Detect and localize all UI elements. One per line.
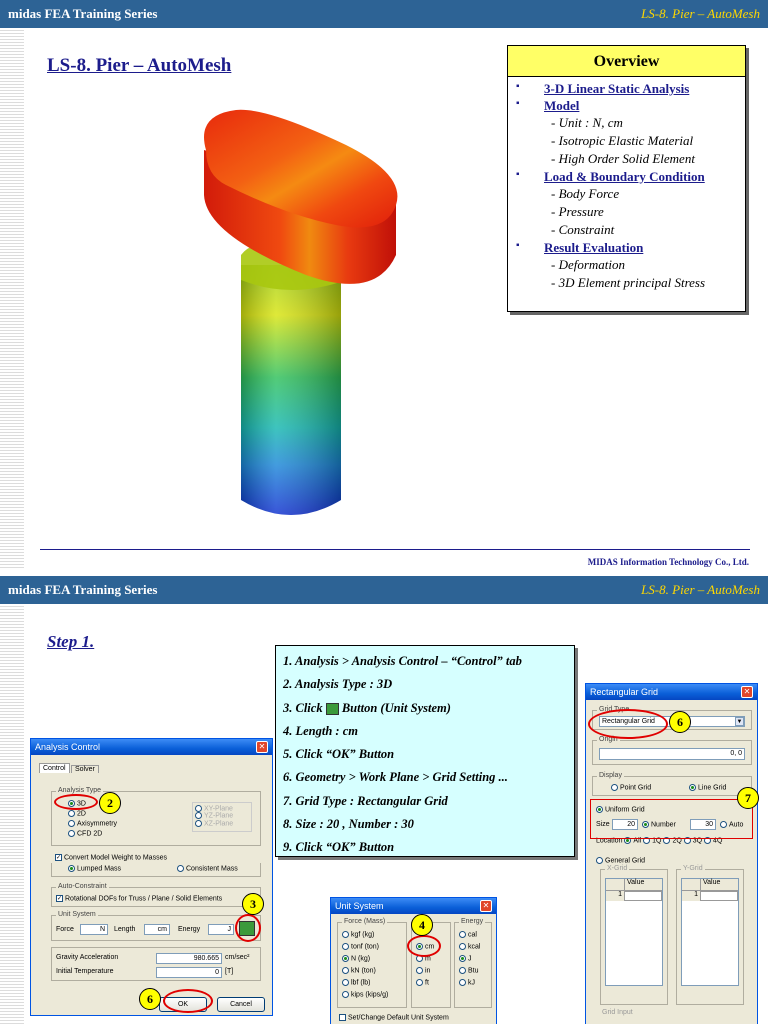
step-title: Step 1. <box>47 632 95 651</box>
callout-3: 3 <box>242 893 264 915</box>
instruction-9: 9. Click “OK” Button <box>283 840 395 855</box>
instruction-4: 4. Length : cm <box>283 723 358 738</box>
instruction-1: 1. Analysis > Analysis Control – “Control” tab <box>283 654 522 668</box>
instruction-3: 3. Click Button (Unit System) <box>283 700 451 715</box>
origin-group: Origin 0, 0 <box>592 740 752 765</box>
plane-group: XY-Plane YZ-Plane XZ-Plane <box>192 802 252 832</box>
gravity-field[interactable]: 980.665 <box>156 953 222 964</box>
radio-line-grid[interactable]: Line Grid <box>689 784 726 791</box>
left-stripe <box>0 28 24 568</box>
overview-section-title: 3-D Linear Static Analysis <box>544 81 690 96</box>
chevron-down-icon[interactable]: ▼ <box>736 719 743 725</box>
rotational-dofs-checkbox[interactable]: ✓ Rotational DOFs for Truss / Plane / Solid Elements <box>57 895 223 903</box>
highlight-oval <box>407 935 441 957</box>
radio-force-tonf[interactable]: tonf (ton) <box>342 943 379 950</box>
radio-consistent-mass[interactable]: Consistent Mass <box>177 865 238 872</box>
overview-item: - Unit : N, cm <box>551 115 623 130</box>
radio-lumped-mass[interactable]: Lumped Mass <box>68 865 121 872</box>
callout-2: 2 <box>99 792 121 814</box>
cancel-button[interactable]: Cancel <box>217 997 265 1012</box>
bullet-icon: ▪ <box>516 240 520 251</box>
callout-6: 6 <box>669 711 691 733</box>
location-row: Location All 1Q 2Q 3Q 4Q <box>596 837 723 845</box>
ok-button[interactable]: OK <box>159 997 207 1012</box>
radio-energy-kj[interactable]: kJ <box>459 979 475 986</box>
length-unit-field: cm <box>144 924 170 935</box>
dialog-title: Unit System <box>335 901 384 911</box>
radio-length-cm[interactable]: cm <box>416 943 434 950</box>
slide-header-title: LS-8. Pier – AutoMesh <box>641 582 760 597</box>
radio-axisymmetry[interactable]: Axisymmetry <box>68 820 117 827</box>
overview-item: - 3D Element principal Stress <box>551 275 706 290</box>
highlight-oval <box>54 794 98 810</box>
radio-3d[interactable]: 3D <box>68 800 86 807</box>
overview-section-title: Load & Boundary Condition <box>544 169 705 184</box>
radio-auto[interactable]: Auto <box>720 821 743 828</box>
radio-length-ft[interactable]: ft <box>416 979 429 986</box>
bullet-icon: ▪ <box>516 81 520 92</box>
x-grid-table[interactable]: Value 1 <box>605 878 663 986</box>
page-title: LS-8. Pier – AutoMesh <box>47 55 232 76</box>
mass-type-group <box>51 863 261 877</box>
overview-heading: Overview <box>508 46 745 77</box>
instruction-6: 6. Geometry > Work Plane > Grid Setting ... <box>283 770 508 785</box>
series-title: midas FEA Training Series <box>8 582 158 597</box>
unit-system-group: Unit System Force N Length cm Energy J <box>51 915 261 941</box>
radio-cfd2d[interactable]: CFD 2D <box>68 830 102 837</box>
overview-item: - Isotropic Elastic Material <box>551 133 694 148</box>
overview-item: - High Order Solid Element <box>551 151 695 166</box>
initial-temperature-field[interactable]: 0 <box>156 967 222 978</box>
overview-item: - Pressure <box>551 204 604 219</box>
bullet-icon: ▪ <box>516 98 520 109</box>
rectangular-grid-dialog: Rectangular Grid ✕ Grid Type Rectangular Grid ▼ Origin 0, 0 Display Point Grid Line Grid Uniform Grid Size 20 Number 30 Auto Location All 1Q 2Q 3Q 4Q General Grid X-Grid Value 1 Y-Grid Value 1 Grid Input <box>585 683 758 1024</box>
series-title: midas FEA Training Series <box>8 6 158 21</box>
slide-header <box>0 0 768 28</box>
tab-solver[interactable]: Solver <box>71 765 99 773</box>
overview-section-title: Model <box>544 98 580 113</box>
overview-section-title: Result Evaluation <box>544 240 644 255</box>
energy-group: Energy cal kcal J Btu kJ <box>454 922 492 1008</box>
close-icon[interactable]: ✕ <box>256 741 268 753</box>
radio-general-grid[interactable]: General Grid <box>596 857 645 864</box>
origin-field[interactable]: 0, 0 <box>599 748 745 760</box>
x-grid-group: X-Grid Value 1 <box>600 869 668 1005</box>
highlight-oval <box>588 709 668 739</box>
dialog-title: Analysis Control <box>35 742 101 752</box>
grid-number-field[interactable]: 30 <box>690 819 716 830</box>
analysis-type-group: Analysis Type 3D 2D Axisymmetry CFD 2D XY-Plane YZ-Plane XZ-Plane <box>51 791 261 846</box>
instruction-box <box>275 645 575 857</box>
grid-type-select[interactable]: Rectangular Grid <box>599 716 745 727</box>
instruction-5: 5. Click “OK” Button <box>283 747 395 762</box>
grid-type-group: Grid Type Rectangular Grid ▼ <box>592 710 752 730</box>
grid-size-field[interactable]: 20 <box>612 819 638 830</box>
grid-input-label: Grid Input <box>602 1009 633 1016</box>
radio-uniform-grid[interactable]: Uniform Grid <box>596 806 645 813</box>
highlight-box <box>590 799 753 839</box>
y-grid-group: Y-Grid Value 1 <box>676 869 744 1005</box>
radio-energy-cal[interactable]: cal <box>459 931 477 938</box>
overview-item: - Deformation <box>551 257 626 272</box>
radio-energy-kcal[interactable]: kcal <box>459 943 480 950</box>
instruction-8: 8. Size : 20 , Number : 30 <box>283 817 414 832</box>
auto-constraint-group: Auto-Constraint ✓ Rotational DOFs for Truss / Plane / Solid Elements <box>51 887 261 907</box>
radio-length-m[interactable]: m <box>416 955 431 962</box>
close-icon[interactable]: ✕ <box>480 900 492 912</box>
y-grid-table[interactable]: Value 1 <box>681 878 739 986</box>
tab-control[interactable]: Control <box>39 763 70 773</box>
dialog-title: Rectangular Grid <box>590 687 659 697</box>
slide-header-title: LS-8. Pier – AutoMesh <box>641 6 760 21</box>
instruction-7: 7. Grid Type : Rectangular Grid <box>283 793 448 808</box>
analysis-control-dialog <box>30 738 273 1016</box>
slide-header <box>0 576 768 604</box>
radio-point-grid[interactable]: Point Grid <box>611 784 651 791</box>
highlight-oval <box>235 914 261 942</box>
overview-item: - Body Force <box>551 186 620 201</box>
gravity-group: Gravity Acceleration 980.665 cm/sec² Initial Temperature 0 [T] <box>51 947 261 981</box>
radio-length-in[interactable]: in <box>416 967 430 974</box>
radio-force-kgf[interactable]: kgf (kg) <box>342 931 374 938</box>
close-icon[interactable]: ✕ <box>741 686 753 698</box>
radio-energy-btu[interactable]: Btu <box>459 967 479 974</box>
radio-number[interactable]: Number <box>642 821 676 828</box>
bullet-icon: ▪ <box>516 169 520 180</box>
energy-unit-field: J <box>208 924 234 935</box>
radio-force-n[interactable]: N (kg) <box>342 955 370 962</box>
overview-box <box>507 45 746 312</box>
instruction-2: 2. Analysis Type : 3D <box>283 677 393 692</box>
radio-energy-j[interactable]: J <box>459 955 472 962</box>
force-unit-field: N <box>80 924 108 935</box>
radio-force-kn[interactable]: kN (ton) <box>342 967 376 974</box>
footer-divider <box>40 549 750 550</box>
footer-company: MIDAS Information Technology Co., Ltd. <box>587 557 749 567</box>
callout-7: 7 <box>737 787 759 809</box>
radio-force-lbf[interactable]: lbf (lb) <box>342 979 370 986</box>
callout-6: 6 <box>139 988 161 1010</box>
overview-item: - Constraint <box>551 222 615 237</box>
callout-4: 4 <box>411 914 433 936</box>
highlight-oval <box>163 989 213 1013</box>
radio-force-kips[interactable]: kips (kips/g) <box>342 991 388 998</box>
left-stripe <box>0 604 24 1024</box>
display-group: Display Point Grid Line Grid <box>592 776 752 796</box>
radio-2d[interactable]: 2D <box>68 810 86 817</box>
set-default-unit-checkbox[interactable]: Set/Change Default Unit System <box>339 1014 449 1021</box>
convert-mass-checkbox[interactable]: ✓ Convert Model Weight to Masses <box>56 854 167 862</box>
force-mass-group: Force (Mass) kgf (kg) tonf (ton) N (kg) kN (ton) lbf (lb) kips (kips/g) <box>337 922 407 1008</box>
pier-model-image <box>196 105 406 525</box>
unit-system-icon <box>326 703 339 715</box>
